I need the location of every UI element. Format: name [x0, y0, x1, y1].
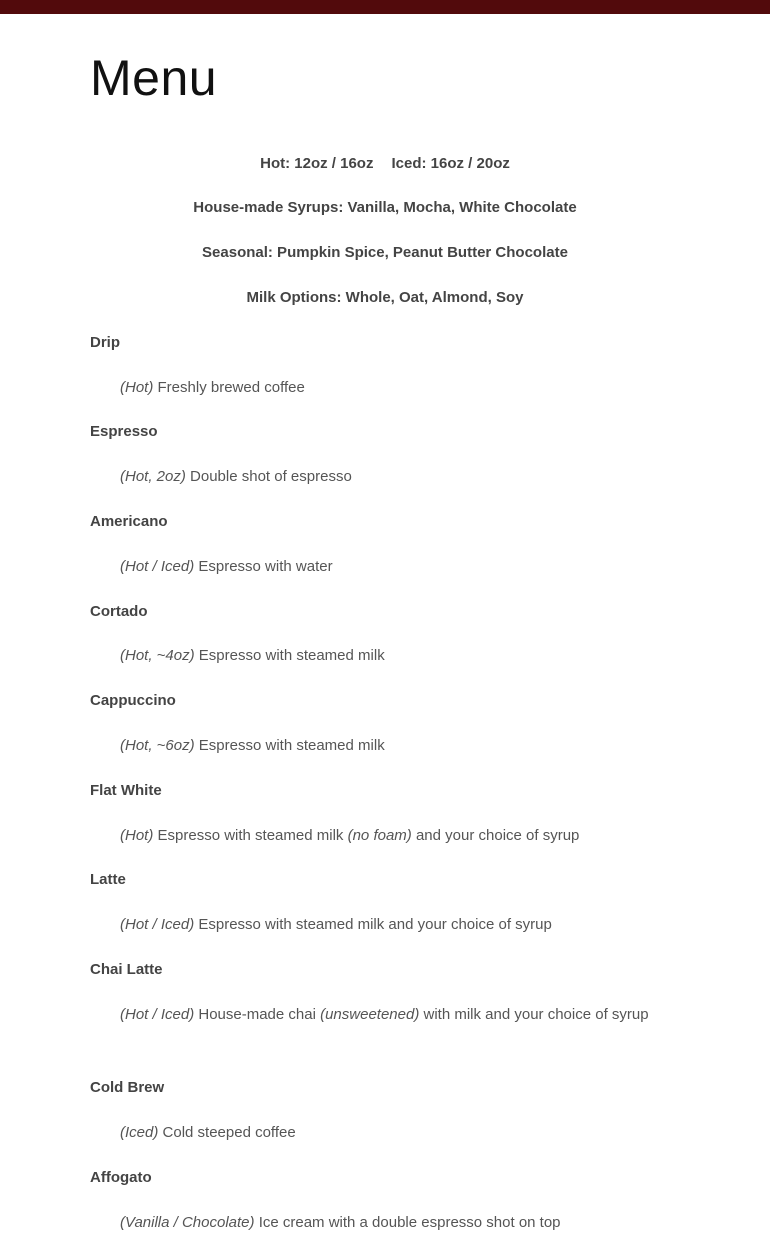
menu-item-description [120, 373, 665, 402]
page-title: Menu [90, 50, 218, 106]
menu-item-text: Cold steeped coffee [162, 1124, 296, 1141]
menu-item-description [120, 462, 665, 491]
menu-item-tag: (Hot) [120, 827, 154, 844]
menu-item-text: and your choice of syrup [415, 827, 580, 844]
menu-item-name: Latte [90, 871, 126, 888]
menu-item-description [120, 1000, 665, 1029]
menu-item-text: with milk and your choice of syrup [423, 1006, 649, 1023]
menu-item-name: Chai Latte [90, 961, 163, 978]
hot-size-label: Hot: 12oz / 16oz [260, 155, 374, 172]
menu-item-text: Freshly brewed coffee [157, 379, 305, 396]
menu-item-note: (no foam) [347, 827, 412, 844]
menu-item-tag: (Hot / Iced) [120, 558, 195, 575]
menu-item-tag: (Hot) [120, 379, 154, 396]
menu-item-description [120, 1208, 665, 1237]
menu-item-tag: (Hot, ~6oz) [120, 737, 195, 754]
seasonal-info: Seasonal: Pumpkin Spice, Peanut Butter Chocolate [202, 244, 568, 261]
menu-item-tag: (Vanilla / Chocolate) [120, 1214, 255, 1231]
iced-size-label: Iced: 16oz / 20oz [391, 155, 510, 172]
menu-item-name: Drip [90, 334, 120, 351]
size-info [90, 153, 680, 175]
menu-item-name: Affogato [90, 1169, 152, 1186]
menu-item-description [120, 552, 665, 581]
menu-item-text: Espresso with steamed milk [157, 827, 344, 844]
menu-item-text: Ice cream with a double espresso shot on top [258, 1214, 561, 1231]
menu-item-text: House-made chai [198, 1006, 316, 1023]
top-bar [0, 0, 770, 14]
menu-item-tag: (Hot, 2oz) [120, 468, 186, 485]
menu-item-note: (unsweetened) [320, 1006, 420, 1023]
menu-item-description [120, 731, 665, 760]
menu-item-description [120, 910, 665, 939]
menu-item-name: Espresso [90, 423, 158, 440]
menu-item-text: Double shot of espresso [190, 468, 352, 485]
menu-item-text: Espresso with steamed milk [198, 737, 385, 754]
menu-item-description [120, 641, 665, 670]
milk-info: Milk Options: Whole, Oat, Almond, Soy [246, 289, 524, 306]
menu-item-text: Espresso with water [198, 558, 333, 575]
menu-item-name: Flat White [90, 782, 162, 799]
menu-item-tag: (Iced) [120, 1124, 159, 1141]
menu-item-tag: (Hot, ~4oz) [120, 647, 195, 664]
menu-item-description [120, 821, 665, 850]
syrups-info: House-made Syrups: Vanilla, Mocha, White Chocolate [193, 199, 577, 216]
menu-item-name: Cappuccino [90, 692, 176, 709]
menu-item-tag: (Hot / Iced) [120, 1006, 195, 1023]
menu-item-description [120, 1118, 665, 1147]
menu-item-name: Americano [90, 513, 168, 530]
menu-item-tag: (Hot / Iced) [120, 916, 195, 933]
menu-item-text: Espresso with steamed milk [198, 647, 385, 664]
menu-item-name: Cold Brew [90, 1079, 165, 1096]
menu-item-name: Cortado [90, 603, 148, 620]
menu-item-text: Espresso with steamed milk and your choice of syrup [198, 916, 552, 933]
